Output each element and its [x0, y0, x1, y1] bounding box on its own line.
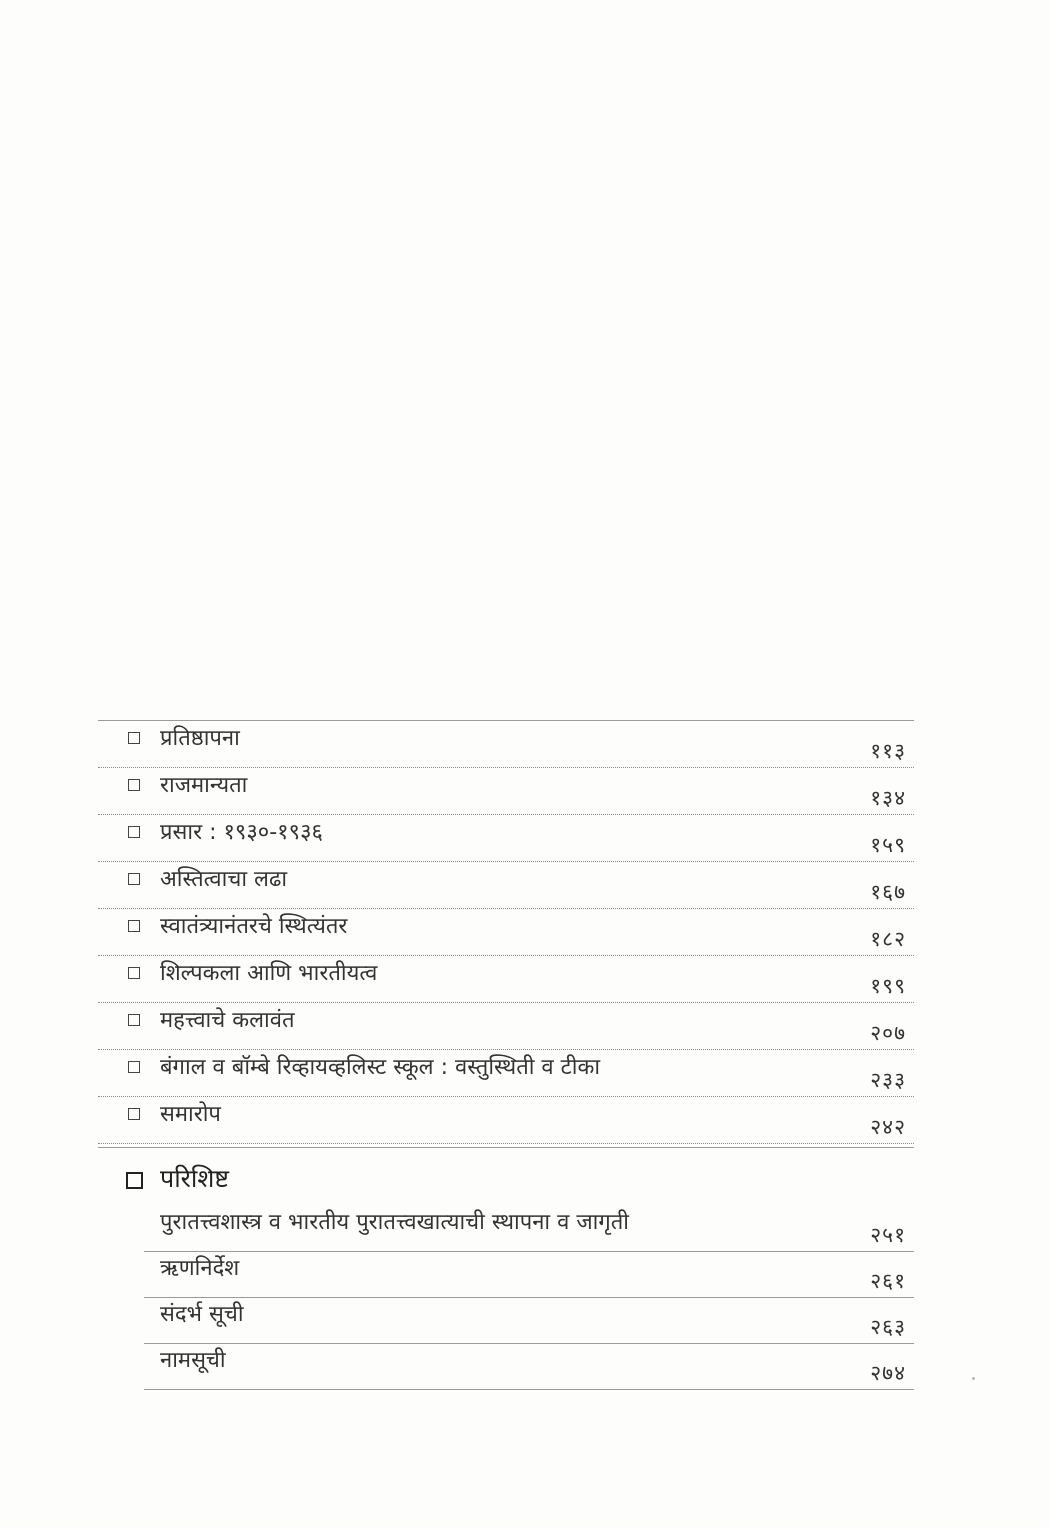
appendix-entry[interactable] — [144, 1298, 914, 1344]
appendix-heading[interactable] — [98, 1147, 914, 1206]
checkbox-icon — [128, 732, 140, 744]
entry-title: समारोप — [160, 1102, 221, 1127]
toc-entry[interactable] — [98, 956, 914, 1003]
appendix-entry[interactable] — [144, 1206, 914, 1252]
entry-page-number: २०७ — [870, 1021, 906, 1045]
entry-title: संदर्भ सूची — [160, 1302, 244, 1327]
toc-entry[interactable] — [98, 1097, 914, 1144]
toc-entry[interactable] — [98, 815, 914, 862]
checkbox-icon — [128, 1061, 140, 1073]
entry-title: राजमान्यता — [160, 773, 248, 798]
toc-entry[interactable] — [98, 909, 914, 956]
entry-page-number: १५९ — [870, 833, 906, 857]
entry-page-number: १६७ — [870, 880, 906, 904]
toc-entry[interactable] — [98, 721, 914, 768]
entry-title: प्रतिष्ठापना — [160, 726, 240, 751]
toc-entry[interactable] — [98, 768, 914, 815]
entry-page-number: ११३ — [870, 739, 906, 763]
checkbox-icon — [128, 967, 140, 979]
entry-page-number: २३३ — [870, 1068, 906, 1092]
entry-title: नामसूची — [160, 1348, 226, 1373]
entry-page-number: २४२ — [870, 1115, 906, 1139]
appendix-entry[interactable] — [144, 1252, 914, 1298]
checkbox-icon — [128, 826, 140, 838]
checkbox-icon — [128, 873, 140, 885]
checkbox-icon — [126, 1172, 143, 1189]
toc-entry[interactable] — [98, 1050, 914, 1097]
entry-title: शिल्पकला आणि भारतीयत्व — [160, 961, 378, 986]
entry-page-number: १८२ — [870, 927, 906, 951]
entry-title: प्रसार : १९३०-१९३६ — [160, 820, 323, 845]
table-of-contents — [98, 720, 914, 1390]
entry-title: अस्तित्वाचा लढा — [160, 867, 288, 892]
entry-page-number: १९९ — [870, 974, 906, 998]
entry-title: महत्त्वाचे कलावंत — [160, 1008, 295, 1033]
entry-page-number: १३४ — [870, 786, 906, 810]
entry-page-number: २५१ — [870, 1223, 906, 1247]
checkbox-icon — [128, 920, 140, 932]
entry-title: बंगाल व बॉम्बे रिव्हायव्हलिस्ट स्कूल : वस्तुस्थिती व टीका — [160, 1055, 601, 1080]
entry-page-number: २६१ — [870, 1269, 906, 1293]
appendix-title: परिशिष्ट — [160, 1164, 229, 1193]
checkbox-icon — [128, 1108, 140, 1120]
toc-entry[interactable] — [98, 862, 914, 909]
entry-page-number: २६३ — [870, 1315, 906, 1339]
checkbox-icon — [128, 779, 140, 791]
entry-title: ऋणनिर्देश — [160, 1256, 240, 1281]
entry-page-number: २७४ — [870, 1361, 906, 1385]
entry-title: पुरातत्त्वशास्त्र व भारतीय पुरातत्त्वखात्याची स्थापना व जागृती — [160, 1210, 629, 1235]
appendix-entry[interactable] — [144, 1344, 914, 1390]
checkbox-icon — [128, 1014, 140, 1026]
entry-title: स्वातंत्र्यानंतरचे स्थित्यंतर — [160, 914, 348, 939]
paper-speck — [972, 1377, 975, 1380]
toc-entry[interactable] — [98, 1003, 914, 1050]
